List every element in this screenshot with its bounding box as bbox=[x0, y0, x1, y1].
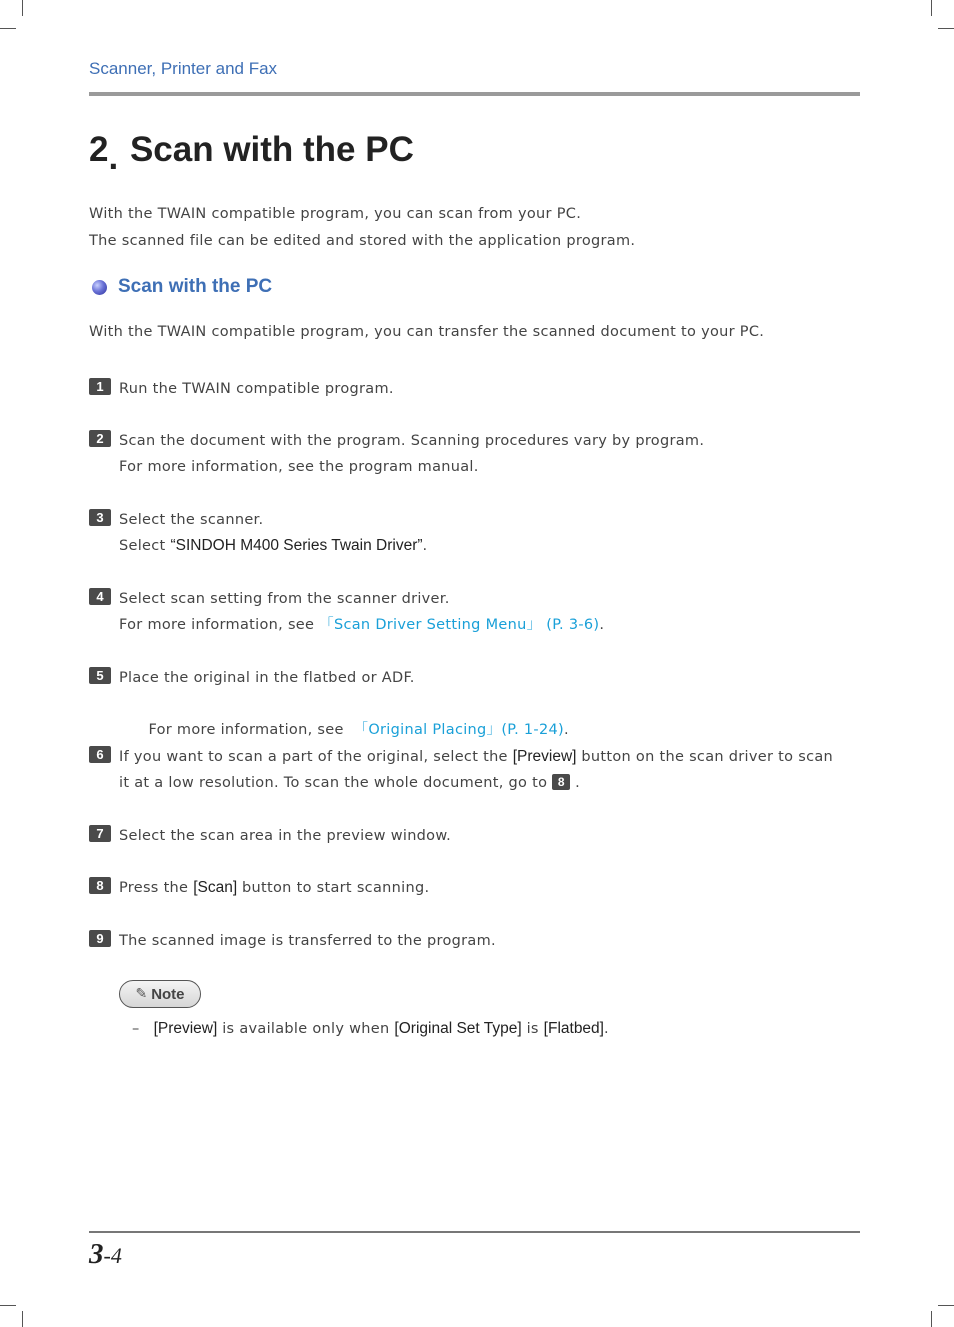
step-subtext: For more information, see the program manual. bbox=[119, 459, 479, 475]
scan-button-ref: [Scan] bbox=[193, 879, 238, 896]
step-subtext-prefix: For more information, see bbox=[119, 617, 320, 633]
page-title-number: 2 bbox=[89, 130, 109, 169]
note-preview-ref: [Preview] bbox=[153, 1020, 218, 1037]
step-8 bbox=[89, 875, 859, 901]
note-original-set-type-ref: [Original Set Type] bbox=[394, 1020, 522, 1037]
step-number-badge: 2 bbox=[89, 430, 111, 447]
section-title: Scan with the PC bbox=[118, 276, 273, 297]
step-text: Select scan setting from the scanner driver. bbox=[119, 591, 450, 607]
step-subtext bbox=[119, 612, 859, 638]
step-text-prefix: Press the bbox=[119, 880, 194, 896]
section-heading bbox=[92, 276, 272, 298]
chapter-number: 3 bbox=[89, 1238, 104, 1270]
step-text: Select the scan area in the preview window. bbox=[119, 828, 452, 844]
step-number-badge: 9 bbox=[89, 930, 111, 947]
step-subtext-prefix: it at a low resolution. To scan the whole document, go to bbox=[119, 775, 553, 791]
preview-button-ref: [Preview] bbox=[512, 748, 577, 765]
step-1 bbox=[89, 376, 859, 402]
step-text-suffix: button on the scan driver to scan bbox=[576, 749, 834, 765]
step-text: Scan the document with the program. Scanning procedures vary by program. bbox=[119, 433, 705, 449]
note-text: is available only when bbox=[217, 1021, 395, 1037]
step-subtext bbox=[119, 770, 859, 796]
scan-driver-setting-link[interactable]: 「Scan Driver Setting Menu」 (P. 3-6) bbox=[319, 617, 600, 633]
crop-mark bbox=[22, 0, 23, 16]
note-text: . bbox=[603, 1021, 609, 1037]
crop-mark bbox=[931, 0, 932, 16]
page-number-value: 4 bbox=[110, 1243, 122, 1268]
step-2 bbox=[89, 428, 859, 480]
intro-line: The scanned file can be edited and stored with the application program. bbox=[89, 233, 636, 249]
step-text bbox=[119, 875, 859, 901]
step-text: Place the original in the flatbed or ADF. bbox=[119, 670, 415, 686]
page-number-sep: - bbox=[103, 1243, 111, 1268]
step-subtext-suffix: . bbox=[599, 617, 605, 633]
step-3 bbox=[89, 507, 859, 559]
step-number-badge: 8 bbox=[89, 877, 111, 894]
crop-mark bbox=[938, 28, 954, 29]
step-number-badge: 4 bbox=[89, 588, 111, 605]
step-subtext-suffix: . bbox=[570, 775, 580, 791]
page-number bbox=[89, 1238, 122, 1271]
step-6 bbox=[89, 744, 859, 796]
section-intro: With the TWAIN compatible program, you can transfer the scanned document to your PC. bbox=[89, 324, 765, 340]
step-4 bbox=[89, 586, 859, 638]
crop-mark bbox=[931, 1311, 932, 1327]
page-title-text: Scan with the PC bbox=[129, 130, 414, 169]
driver-name: “SINDOH M400 Series Twain Driver” bbox=[170, 537, 423, 554]
pencil-icon: ✎ bbox=[135, 986, 148, 1002]
step-number-badge: 7 bbox=[89, 825, 111, 842]
original-placing-link[interactable]: 「Original Placing」(P. 1-24) bbox=[353, 722, 564, 738]
step-number-badge: 5 bbox=[89, 667, 111, 684]
step-text bbox=[119, 744, 859, 770]
step-text: The scanned image is transferred to the program. bbox=[119, 933, 496, 949]
step-9 bbox=[89, 928, 859, 954]
step-text-prefix: If you want to scan a part of the original, select the bbox=[119, 749, 513, 765]
intro-paragraph bbox=[89, 201, 635, 255]
note-badge bbox=[119, 980, 201, 1008]
intro-line: With the TWAIN compatible program, you can scan from your PC. bbox=[89, 206, 582, 222]
step-subtext-prefix: For more information, see bbox=[148, 722, 354, 738]
step-number-badge: 3 bbox=[89, 509, 111, 526]
crop-mark bbox=[938, 1305, 954, 1306]
note-label: Note bbox=[151, 985, 185, 1003]
note-text: is bbox=[521, 1021, 544, 1037]
step-subtext-suffix: . bbox=[563, 722, 569, 738]
crop-mark bbox=[0, 28, 16, 29]
step-8-ref-badge: 8 bbox=[552, 774, 570, 790]
step-subtext-prefix: Select bbox=[119, 538, 171, 554]
bullet-ball-icon bbox=[92, 280, 107, 295]
note-item bbox=[132, 1020, 609, 1038]
step-subtext-suffix: . bbox=[422, 538, 428, 554]
note-flatbed-ref: [Flatbed] bbox=[543, 1020, 604, 1037]
step-subtext bbox=[119, 533, 859, 559]
crop-mark bbox=[22, 1311, 23, 1327]
header-rule bbox=[89, 92, 860, 96]
note-dash: – bbox=[132, 1021, 140, 1037]
crop-mark bbox=[0, 1305, 16, 1306]
step-number-badge: 6 bbox=[89, 746, 111, 763]
step-text-suffix: button to start scanning. bbox=[237, 880, 430, 896]
step-text: Run the TWAIN compatible program. bbox=[119, 381, 394, 397]
step-number-badge: 1 bbox=[89, 378, 111, 395]
running-header: Scanner, Printer and Fax bbox=[89, 59, 278, 78]
page-title-dot: . bbox=[108, 138, 119, 177]
footer-rule bbox=[89, 1231, 860, 1233]
step-7 bbox=[89, 823, 859, 849]
page-title bbox=[89, 130, 414, 177]
step-text: Select the scanner. bbox=[119, 512, 264, 528]
